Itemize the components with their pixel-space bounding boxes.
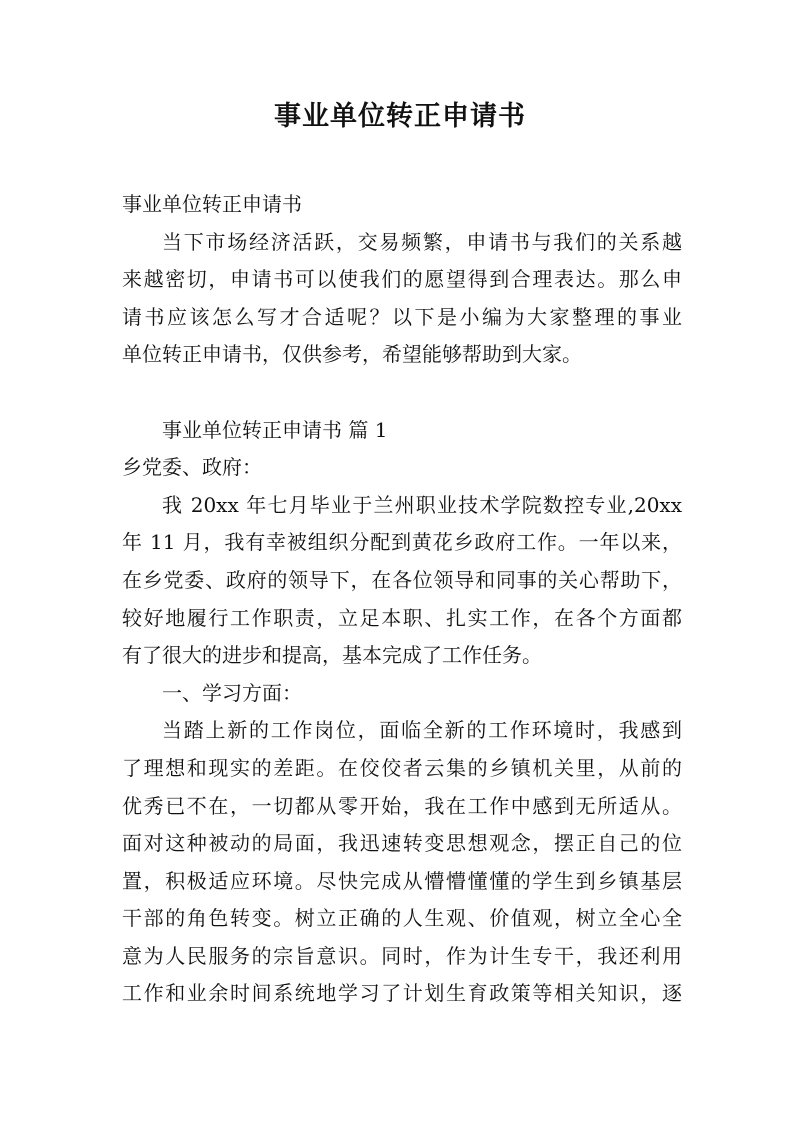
paragraph-line: 单位转正申请书，仅供参考，希望能够帮助到大家。 [122, 342, 582, 367]
blank-line [122, 374, 682, 412]
paragraph-line: 当下市场经济活跃，交易频繁，申请书与我们的关系越 [162, 229, 682, 254]
paragraph-line: 有了很大的进步和提高，基本完成了工作任务。 [122, 643, 542, 668]
paragraph-line: 在乡党委、政府的领导下，在各位领导和同事的关心帮助下， [122, 567, 682, 592]
paragraph-line: 来越密切，申请书可以使我们的愿望得到合理表达。那么申 [122, 267, 682, 292]
document-title: 事业单位转正申请书 [274, 101, 526, 132]
salutation: 乡党委、政府： [122, 455, 262, 480]
paragraph-line: 当踏上新的工作岗位，面临全新的工作环境时，我感到 [162, 718, 682, 743]
paragraph-line: 了理想和现实的差距。在佼佼者云集的乡镇机关里，从前的 [122, 755, 682, 780]
paragraph-line: 面对这种被动的局面，我迅速转变思想观念，摆正自己的位 [122, 831, 682, 856]
section-heading: 事业单位转正申请书 [122, 192, 302, 216]
paragraph-line: 优秀已不在，一切都从零开始，我在工作中感到无所适从。 [122, 793, 682, 818]
paragraph-line: 工作和业余时间系统地学习了计划生育政策等相关知识，逐 [122, 981, 682, 1006]
paragraph-line: 我 20xx 年七月毕业于兰州职业技术学院数控专业,20xx [162, 492, 682, 517]
paragraph-line: 年 11 月，我有幸被组织分配到黄花乡政府工作。一年以来， [122, 530, 682, 555]
subsection-heading: 一、学习方面： [162, 680, 302, 705]
paragraph-line: 请书应该怎么写才合适呢？以下是小编为大家整理的事业 [122, 304, 682, 329]
paragraph-line: 干部的角色转变。树立正确的人生观、价值观，树立全心全 [122, 906, 682, 931]
document-body [122, 186, 682, 1013]
paragraph-line: 意为人民服务的宗旨意识。同时，作为计生专干，我还利用 [122, 943, 682, 968]
paragraph-line: 置，积极适应环境。尽快完成从懵懵懂懂的学生到乡镇基层 [122, 868, 682, 893]
article-heading: 事业单位转正申请书 篇 1 [162, 417, 388, 442]
paragraph-line: 较好地履行工作职责，立足本职、扎实工作，在各个方面都 [122, 605, 682, 630]
